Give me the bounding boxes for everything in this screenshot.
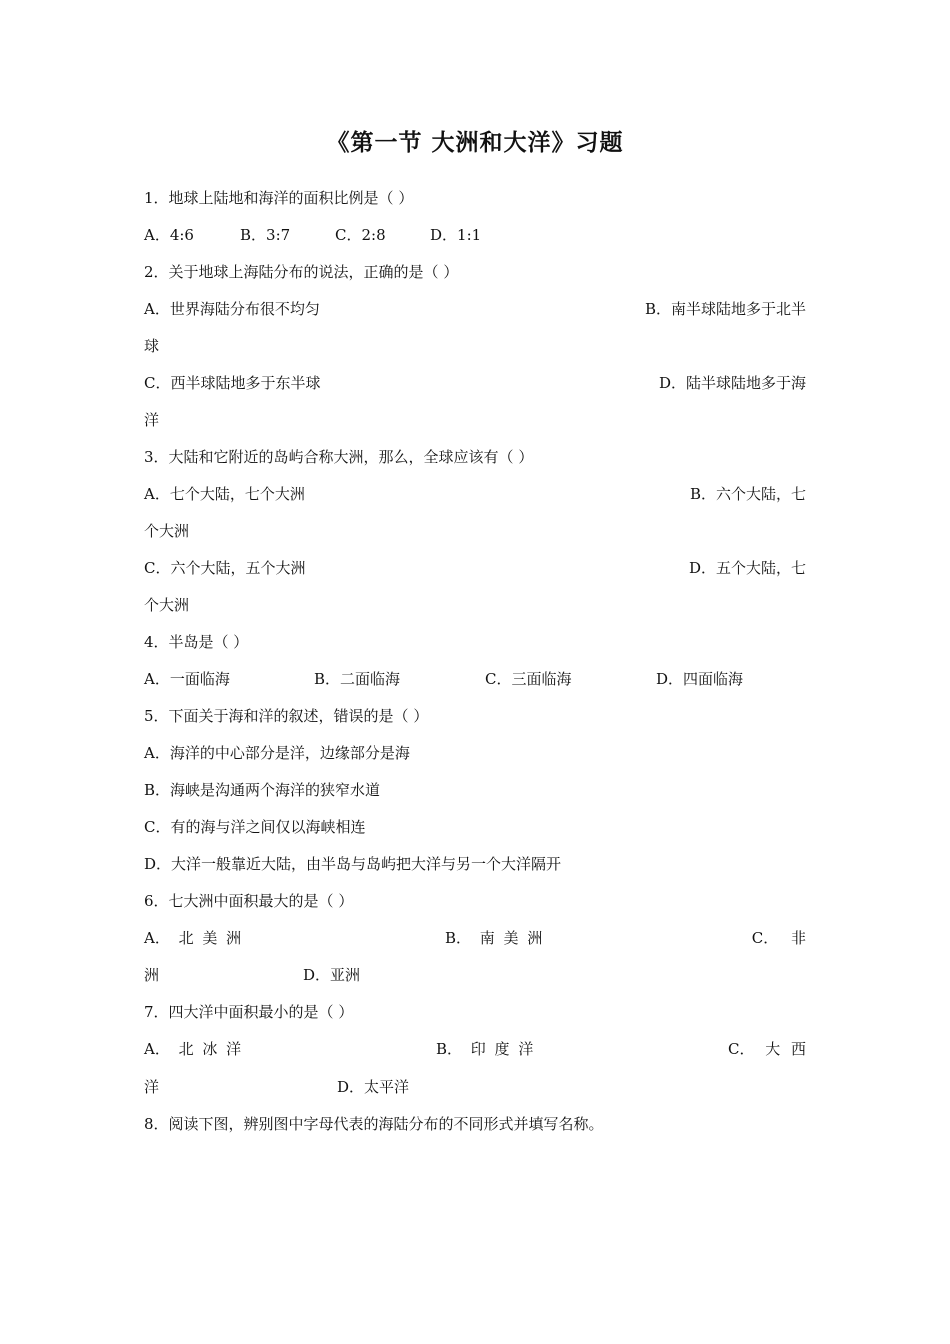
question-7-option-c: C． 大 西 <box>727 1040 806 1058</box>
question-5-option-c: C．有的海与洋之间仅以海峡相连 <box>144 818 366 836</box>
question-4-option-d: D．四面临海 <box>656 670 744 688</box>
question-5-option-a: A．海洋的中心部分是洋，边缘部分是海 <box>144 744 410 762</box>
question-6-option-c: C． 非 <box>751 929 806 947</box>
question-6-option-b: B． 南 美 洲 <box>445 929 543 947</box>
question-7-option-d: D．太平洋 <box>337 1078 410 1096</box>
question-3-stem: 3．大陆和它附近的岛屿合称大洲，那么，全球应该有（ ） <box>144 448 534 466</box>
question-1-option-a: A．4:6 <box>144 226 194 244</box>
question-3-option-d-wrap: 个大洲 <box>144 596 190 614</box>
question-3-option-b-wrap: 个大洲 <box>144 522 190 540</box>
question-1-stem: 1．地球上陆地和海洋的面积比例是（ ） <box>144 189 414 207</box>
question-3-option-c: C．六个大陆，五个大洲 <box>144 559 306 577</box>
question-6-stem: 6．七大洲中面积最大的是（ ） <box>144 892 354 910</box>
question-2-option-b-wrap: 球 <box>144 337 160 355</box>
question-2-option-c: C．西半球陆地多于东半球 <box>144 374 321 392</box>
question-6-option-d: D．亚洲 <box>303 966 361 984</box>
question-5-stem: 5．下面关于海和洋的叙述，错误的是（ ） <box>144 707 429 725</box>
question-3-option-d: D．五个大陆，七 <box>688 559 806 577</box>
question-1-option-d: D．1:1 <box>430 226 482 244</box>
question-2-option-d-wrap: 洋 <box>144 411 160 429</box>
question-5-option-d: D．大洋一般靠近大陆，由半岛与岛屿把大洋与另一个大洋隔开 <box>144 855 562 873</box>
question-6-option-a: A． 北 美 洲 <box>144 929 242 947</box>
question-7-option-a: A． 北 冰 洋 <box>144 1040 242 1058</box>
question-7-stem: 7．四大洋中面积最小的是（ ） <box>144 1003 354 1021</box>
question-6-option-c-wrap: 洲 <box>144 966 160 984</box>
question-2-option-b: B．南半球陆地多于北半 <box>644 300 806 318</box>
question-3-option-b: B．六个大陆，七 <box>689 485 806 503</box>
question-1-option-b: B．3:7 <box>240 226 291 244</box>
question-4-stem: 4．半岛是（ ） <box>144 633 249 651</box>
question-4-option-c: C．三面临海 <box>485 670 572 688</box>
question-3-option-a: A．七个大陆，七个大洲 <box>144 485 305 503</box>
question-7-option-c-wrap: 洋 <box>144 1078 160 1096</box>
question-4-option-a: A．一面临海 <box>144 670 230 688</box>
question-1-option-c: C．2:8 <box>335 226 386 244</box>
page-title: 《第一节 大洲和大洋》习题 <box>326 129 624 156</box>
question-8-stem: 8．阅读下图，辨别图中字母代表的海陆分布的不同形式并填写名称。 <box>144 1115 604 1133</box>
question-7-option-b: B． 印 度 洋 <box>436 1040 534 1058</box>
question-5-option-b: B．海峡是沟通两个海洋的狭窄水道 <box>144 781 381 799</box>
question-2-option-a: A．世界海陆分布很不均匀 <box>144 300 320 318</box>
question-2-stem: 2．关于地球上海陆分布的说法，正确的是（ ） <box>144 263 459 281</box>
question-2-option-d: D．陆半球陆地多于海 <box>658 374 806 392</box>
question-4-option-b: B．二面临海 <box>314 670 401 688</box>
